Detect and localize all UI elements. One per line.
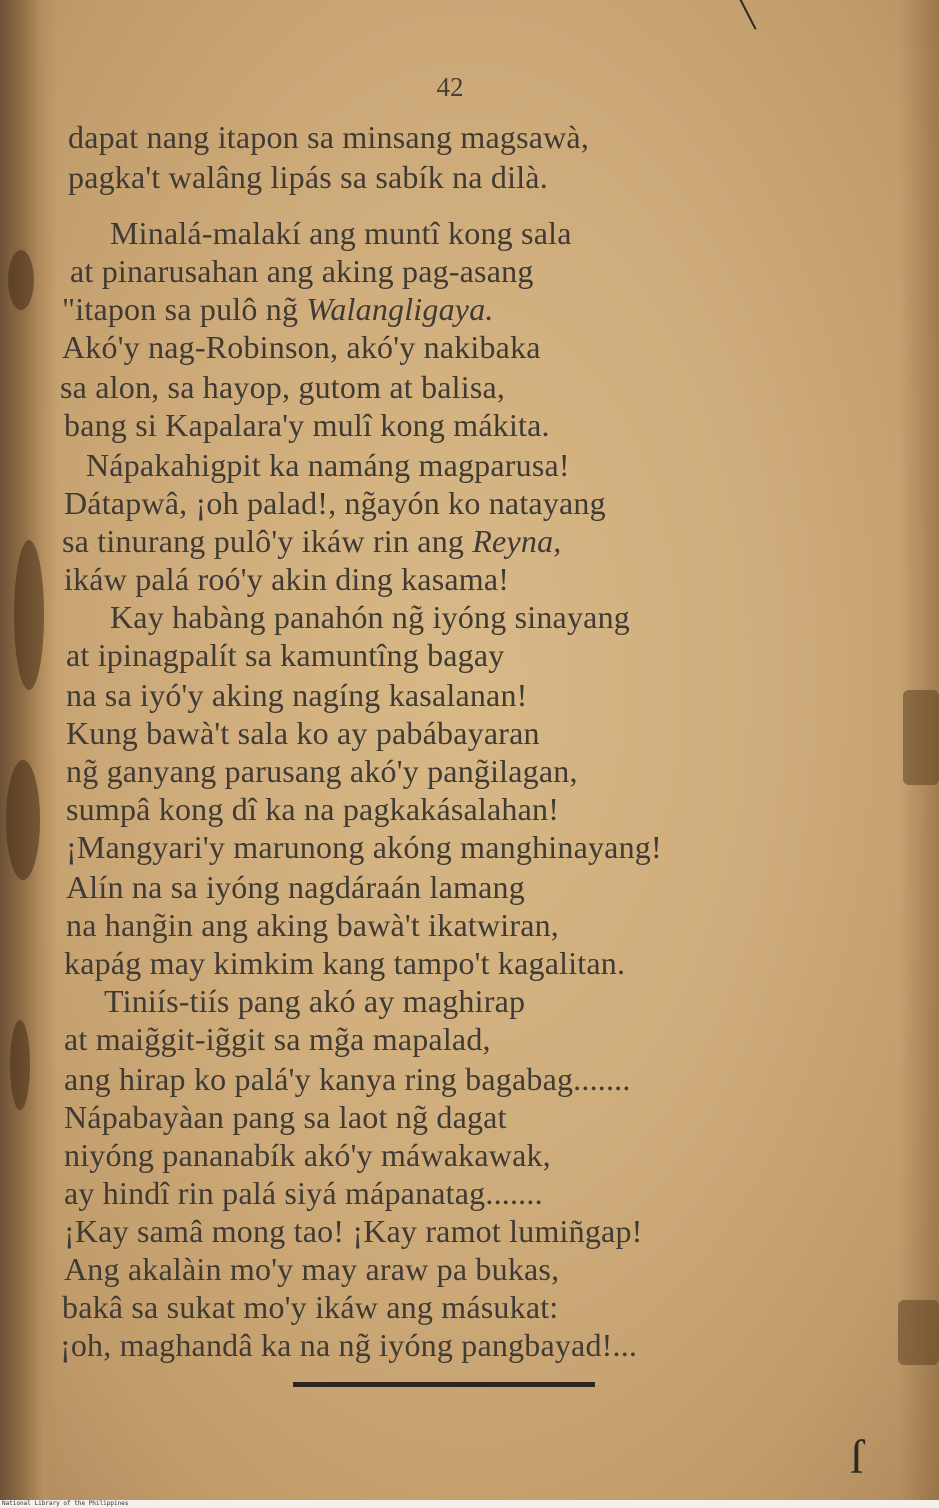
page-number: 42 bbox=[436, 72, 464, 102]
poem-line: Kay habàng panahón ng̃ iyóng sinayang bbox=[110, 599, 630, 635]
binding-stain bbox=[14, 540, 44, 690]
poem-line: ang hirap ko palá'y kanya ring bagabag....... bbox=[64, 1061, 631, 1097]
binding-stain bbox=[8, 250, 34, 310]
poem-line: bang si Kapalara'y mulî kong mákita. bbox=[64, 407, 550, 443]
italic-place-name: Walangligaya. bbox=[306, 291, 494, 327]
poem-line: Nápakahigpit ka namáng magparusa! bbox=[86, 447, 570, 483]
poem-line: na sa iyó'y aking nagíng kasalanan! bbox=[66, 677, 528, 713]
poem-line: Dátapwâ, ¡oh palad!, ng̃ayón ko natayang bbox=[64, 485, 606, 521]
poem-line: na hang̃in ang aking bawà't ikatwiran, bbox=[66, 907, 560, 943]
poem-line: Akó'y nag-Robinson, akó'y nakibaka bbox=[62, 329, 541, 365]
binding-edge bbox=[0, 0, 58, 1500]
poem-line: Nápabayàan pang sa laot ng̃ dagat bbox=[64, 1099, 507, 1135]
poem-line: at maig̃git-ig̃git sa mg̃a mapalad, bbox=[64, 1021, 491, 1057]
poem-line: at ipinagpalít sa kamuntîng bagay bbox=[66, 637, 505, 673]
poem-line: ¡Kay samâ mong tao! ¡Kay ramot lumiñgap! bbox=[64, 1213, 643, 1249]
poem-line: Ang akalàin mo'y may araw pa bukas, bbox=[64, 1251, 560, 1287]
binding-stain bbox=[6, 760, 40, 880]
paper-stain bbox=[903, 690, 939, 785]
poem-line: niyóng pananabík akó'y máwakawak, bbox=[64, 1137, 551, 1173]
poem-line: sumpâ kong dî ka na pagkakásalahan! bbox=[66, 791, 560, 827]
poem-line: kapág may kimkim kang tampo't kagalitan. bbox=[64, 945, 626, 981]
binding-stain bbox=[10, 1020, 30, 1110]
poem-line: Kung bawà't sala ko ay pabábayaran bbox=[66, 715, 540, 751]
poem-line: ¡oh, maghandâ ka na ng̃ iyóng pangbayad!... bbox=[60, 1327, 638, 1363]
poem-line: Minalá-malakí ang muntî kong sala bbox=[110, 215, 572, 251]
poem-line: ikáw palá roó'y akin ding kasama! bbox=[64, 561, 510, 597]
paper-stain bbox=[898, 1300, 939, 1365]
end-rule bbox=[293, 1382, 595, 1387]
ink-mark: ſ bbox=[850, 1431, 864, 1484]
poem-line: bakâ sa sukat mo'y ikáw ang másukat: bbox=[62, 1289, 559, 1325]
poem-line: at pinarusahan ang aking pag-asang bbox=[70, 253, 534, 289]
footer-credit: National Library of the Philippines bbox=[0, 1500, 939, 1508]
ink-mark: ╲ bbox=[740, 0, 756, 29]
poem-line: ng̃ ganyang parusang akó'y pang̃ilagan, bbox=[66, 753, 578, 789]
poem-line: Alín na sa iyóng nagdáraán lamang bbox=[66, 869, 525, 905]
italic-reyna: Reyna, bbox=[472, 523, 562, 559]
poem-line: dapat nang itapon sa minsang magsawà, bbox=[68, 119, 590, 155]
poem-line: ¡Mangyari'y marunong akóng manghinayang! bbox=[66, 829, 662, 865]
poem-line: Tiniís-tiís pang akó ay maghirap bbox=[104, 983, 526, 1019]
poem-line: ay hindî rin palá siyá mápanatag....... bbox=[64, 1175, 543, 1211]
poem-line: sa alon, sa hayop, gutom at balisa, bbox=[60, 369, 506, 405]
poem-line: pagka't walâng lipás sa sabík na dilà. bbox=[68, 159, 548, 195]
poem-line: "itapon sa pulô ng̃ Walangligaya. bbox=[62, 291, 494, 327]
poem-line: sa tinurang pulô'y ikáw rin ang Reyna, bbox=[62, 523, 562, 559]
